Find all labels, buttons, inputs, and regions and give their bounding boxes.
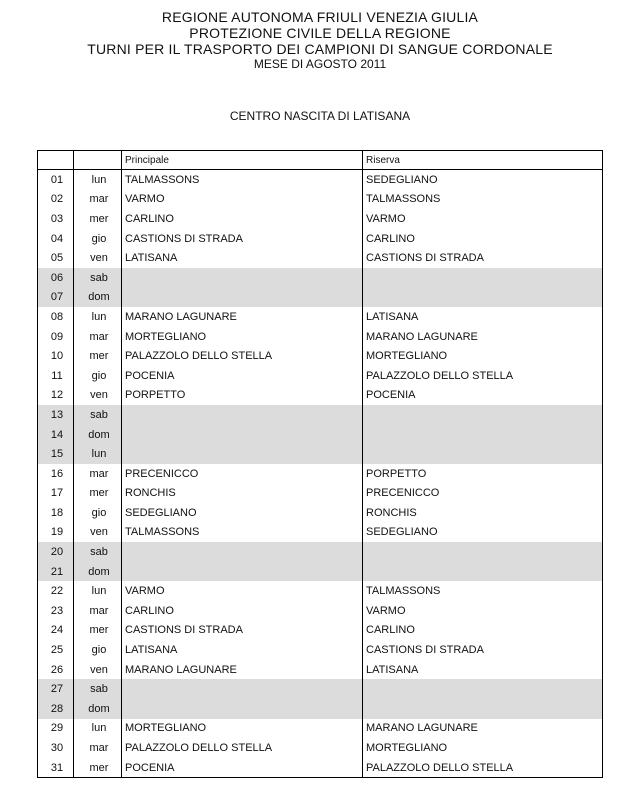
weekday-cell: gio — [74, 366, 122, 386]
day-number-cell: 29 — [38, 719, 74, 739]
principale-cell — [122, 425, 363, 445]
principale-cell: PORPETTO — [122, 386, 363, 406]
day-number-cell: 16 — [38, 464, 74, 484]
riserva-cell: SEDEGLIANO — [363, 523, 603, 543]
table-row — [38, 679, 603, 699]
table-row — [38, 581, 603, 601]
weekday-cell: dom — [74, 425, 122, 445]
riserva-cell: MARANO LAGUNARE — [363, 327, 603, 347]
riserva-cell — [363, 288, 603, 308]
table-row — [38, 699, 603, 719]
day-number-cell: 08 — [38, 307, 74, 327]
region-title: REGIONE AUTONOMA FRIULI VENEZIA GIULIA — [161, 9, 479, 25]
table-row — [38, 484, 603, 504]
day-number-cell: 04 — [38, 229, 74, 249]
riserva-cell: CARLINO — [363, 621, 603, 641]
table-row — [38, 190, 603, 210]
table-header-row — [38, 151, 603, 170]
weekday-cell: gio — [74, 229, 122, 249]
weekday-cell: mar — [74, 327, 122, 347]
weekday-cell: mar — [74, 738, 122, 758]
day-number-cell: 20 — [38, 542, 74, 562]
day-number-cell: 01 — [38, 170, 74, 190]
table-row — [38, 719, 603, 739]
weekday-cell: sab — [74, 542, 122, 562]
table-row — [38, 327, 603, 347]
table-row — [38, 640, 603, 660]
table-row — [38, 209, 603, 229]
riserva-cell: RONCHIS — [363, 503, 603, 523]
riserva-cell: CASTIONS DI STRADA — [363, 248, 603, 268]
principale-cell: TALMASSONS — [122, 523, 363, 543]
principale-cell: CARLINO — [122, 209, 363, 229]
day-number-cell: 18 — [38, 503, 74, 523]
column-header-weekday — [74, 151, 122, 170]
principale-cell: MORTEGLIANO — [122, 719, 363, 739]
day-number-cell: 06 — [38, 268, 74, 288]
principale-cell — [122, 288, 363, 308]
weekday-cell: ven — [74, 660, 122, 680]
day-number-cell: 23 — [38, 601, 74, 621]
center-name: CENTRO NASCITA DI LATISANA — [229, 109, 411, 123]
principale-cell: MORTEGLIANO — [122, 327, 363, 347]
department-title: PROTEZIONE CIVILE DELLA REGIONE — [189, 25, 451, 41]
principale-cell: LATISANA — [122, 640, 363, 660]
shift-table — [37, 150, 603, 778]
riserva-cell: SEDEGLIANO — [363, 170, 603, 190]
day-number-cell: 27 — [38, 679, 74, 699]
riserva-cell — [363, 444, 603, 464]
riserva-cell: MARANO LAGUNARE — [363, 719, 603, 739]
table-row — [38, 268, 603, 288]
day-number-cell: 28 — [38, 699, 74, 719]
table-row — [38, 542, 603, 562]
principale-cell — [122, 562, 363, 582]
table-row — [38, 562, 603, 582]
table-row — [38, 758, 603, 778]
day-number-cell: 17 — [38, 484, 74, 504]
riserva-cell: VARMO — [363, 209, 603, 229]
weekday-cell: ven — [74, 386, 122, 406]
day-number-cell: 11 — [38, 366, 74, 386]
riserva-cell — [363, 405, 603, 425]
riserva-cell: TALMASSONS — [363, 581, 603, 601]
day-number-cell: 26 — [38, 660, 74, 680]
weekday-cell: ven — [74, 523, 122, 543]
table-row — [38, 229, 603, 249]
day-number-cell: 30 — [38, 738, 74, 758]
weekday-cell: dom — [74, 562, 122, 582]
principale-cell: POCENIA — [122, 758, 363, 778]
principale-cell — [122, 405, 363, 425]
riserva-cell: LATISANA — [363, 307, 603, 327]
weekday-cell: ven — [74, 248, 122, 268]
column-header-day-number — [38, 151, 74, 170]
table-row — [38, 425, 603, 445]
principale-cell: MARANO LAGUNARE — [122, 307, 363, 327]
day-number-cell: 21 — [38, 562, 74, 582]
table-row — [38, 386, 603, 406]
principale-cell: VARMO — [122, 190, 363, 210]
principale-cell: CARLINO — [122, 601, 363, 621]
weekday-cell: mer — [74, 209, 122, 229]
weekday-cell: sab — [74, 405, 122, 425]
document-title: TURNI PER IL TRASPORTO DEI CAMPIONI DI SANGUE CORDONALE — [87, 41, 553, 57]
table-row — [38, 523, 603, 543]
table-row — [38, 288, 603, 308]
principale-cell — [122, 542, 363, 562]
riserva-cell: CARLINO — [363, 229, 603, 249]
principale-cell: PRECENICCO — [122, 464, 363, 484]
day-number-cell: 12 — [38, 386, 74, 406]
principale-cell: LATISANA — [122, 248, 363, 268]
weekday-cell: lun — [74, 444, 122, 464]
day-number-cell: 24 — [38, 621, 74, 641]
weekday-cell: lun — [74, 581, 122, 601]
principale-cell — [122, 268, 363, 288]
weekday-cell: lun — [74, 719, 122, 739]
table-body — [38, 170, 603, 778]
riserva-cell: PALAZZOLO DELLO STELLA — [363, 366, 603, 386]
riserva-cell: MORTEGLIANO — [363, 738, 603, 758]
riserva-cell — [363, 425, 603, 445]
principale-cell: CASTIONS DI STRADA — [122, 229, 363, 249]
document-header — [0, 9, 640, 72]
month-subtitle: MESE DI AGOSTO 2011 — [253, 57, 387, 71]
weekday-cell: gio — [74, 640, 122, 660]
principale-cell — [122, 444, 363, 464]
weekday-cell: lun — [74, 307, 122, 327]
day-number-cell: 03 — [38, 209, 74, 229]
riserva-cell — [363, 562, 603, 582]
riserva-cell — [363, 679, 603, 699]
riserva-cell: CASTIONS DI STRADA — [363, 640, 603, 660]
table-row — [38, 366, 603, 386]
weekday-cell: gio — [74, 503, 122, 523]
weekday-cell: mar — [74, 190, 122, 210]
table-row — [38, 621, 603, 641]
principale-cell: RONCHIS — [122, 484, 363, 504]
weekday-cell: sab — [74, 268, 122, 288]
weekday-cell: sab — [74, 679, 122, 699]
riserva-cell — [363, 542, 603, 562]
weekday-cell: mer — [74, 346, 122, 366]
table-row — [38, 346, 603, 366]
day-number-cell: 31 — [38, 758, 74, 778]
weekday-cell: mar — [74, 601, 122, 621]
weekday-cell: lun — [74, 170, 122, 190]
weekday-cell: mer — [74, 621, 122, 641]
table-row — [38, 503, 603, 523]
riserva-cell — [363, 268, 603, 288]
table-row — [38, 170, 603, 190]
day-number-cell: 02 — [38, 190, 74, 210]
day-number-cell: 22 — [38, 581, 74, 601]
table-row — [38, 660, 603, 680]
day-number-cell: 25 — [38, 640, 74, 660]
weekday-cell: dom — [74, 288, 122, 308]
principale-cell: CASTIONS DI STRADA — [122, 621, 363, 641]
weekday-cell: dom — [74, 699, 122, 719]
table-row — [38, 248, 603, 268]
principale-cell — [122, 699, 363, 719]
principale-cell: MARANO LAGUNARE — [122, 660, 363, 680]
riserva-cell — [363, 699, 603, 719]
riserva-cell: TALMASSONS — [363, 190, 603, 210]
table-row — [38, 444, 603, 464]
day-number-cell: 14 — [38, 425, 74, 445]
weekday-cell: mer — [74, 484, 122, 504]
table-row — [38, 601, 603, 621]
weekday-cell: mer — [74, 758, 122, 778]
day-number-cell: 10 — [38, 346, 74, 366]
riserva-cell: PRECENICCO — [363, 484, 603, 504]
table-row — [38, 738, 603, 758]
riserva-cell: PORPETTO — [363, 464, 603, 484]
riserva-cell: PALAZZOLO DELLO STELLA — [363, 758, 603, 778]
table-row — [38, 464, 603, 484]
day-number-cell: 15 — [38, 444, 74, 464]
day-number-cell: 13 — [38, 405, 74, 425]
table-row — [38, 405, 603, 425]
riserva-cell: LATISANA — [363, 660, 603, 680]
principale-cell: SEDEGLIANO — [122, 503, 363, 523]
riserva-cell: VARMO — [363, 601, 603, 621]
principale-cell: PALAZZOLO DELLO STELLA — [122, 346, 363, 366]
riserva-cell: MORTEGLIANO — [363, 346, 603, 366]
principale-cell: VARMO — [122, 581, 363, 601]
weekday-cell: mar — [74, 464, 122, 484]
day-number-cell: 07 — [38, 288, 74, 308]
principale-cell: POCENIA — [122, 366, 363, 386]
principale-cell — [122, 679, 363, 699]
column-header-riserva: Riserva — [363, 151, 603, 170]
principale-cell: PALAZZOLO DELLO STELLA — [122, 738, 363, 758]
principale-cell: TALMASSONS — [122, 170, 363, 190]
day-number-cell: 05 — [38, 248, 74, 268]
day-number-cell: 19 — [38, 523, 74, 543]
day-number-cell: 09 — [38, 327, 74, 347]
table-row — [38, 307, 603, 327]
column-header-principale: Principale — [122, 151, 363, 170]
riserva-cell: POCENIA — [363, 386, 603, 406]
